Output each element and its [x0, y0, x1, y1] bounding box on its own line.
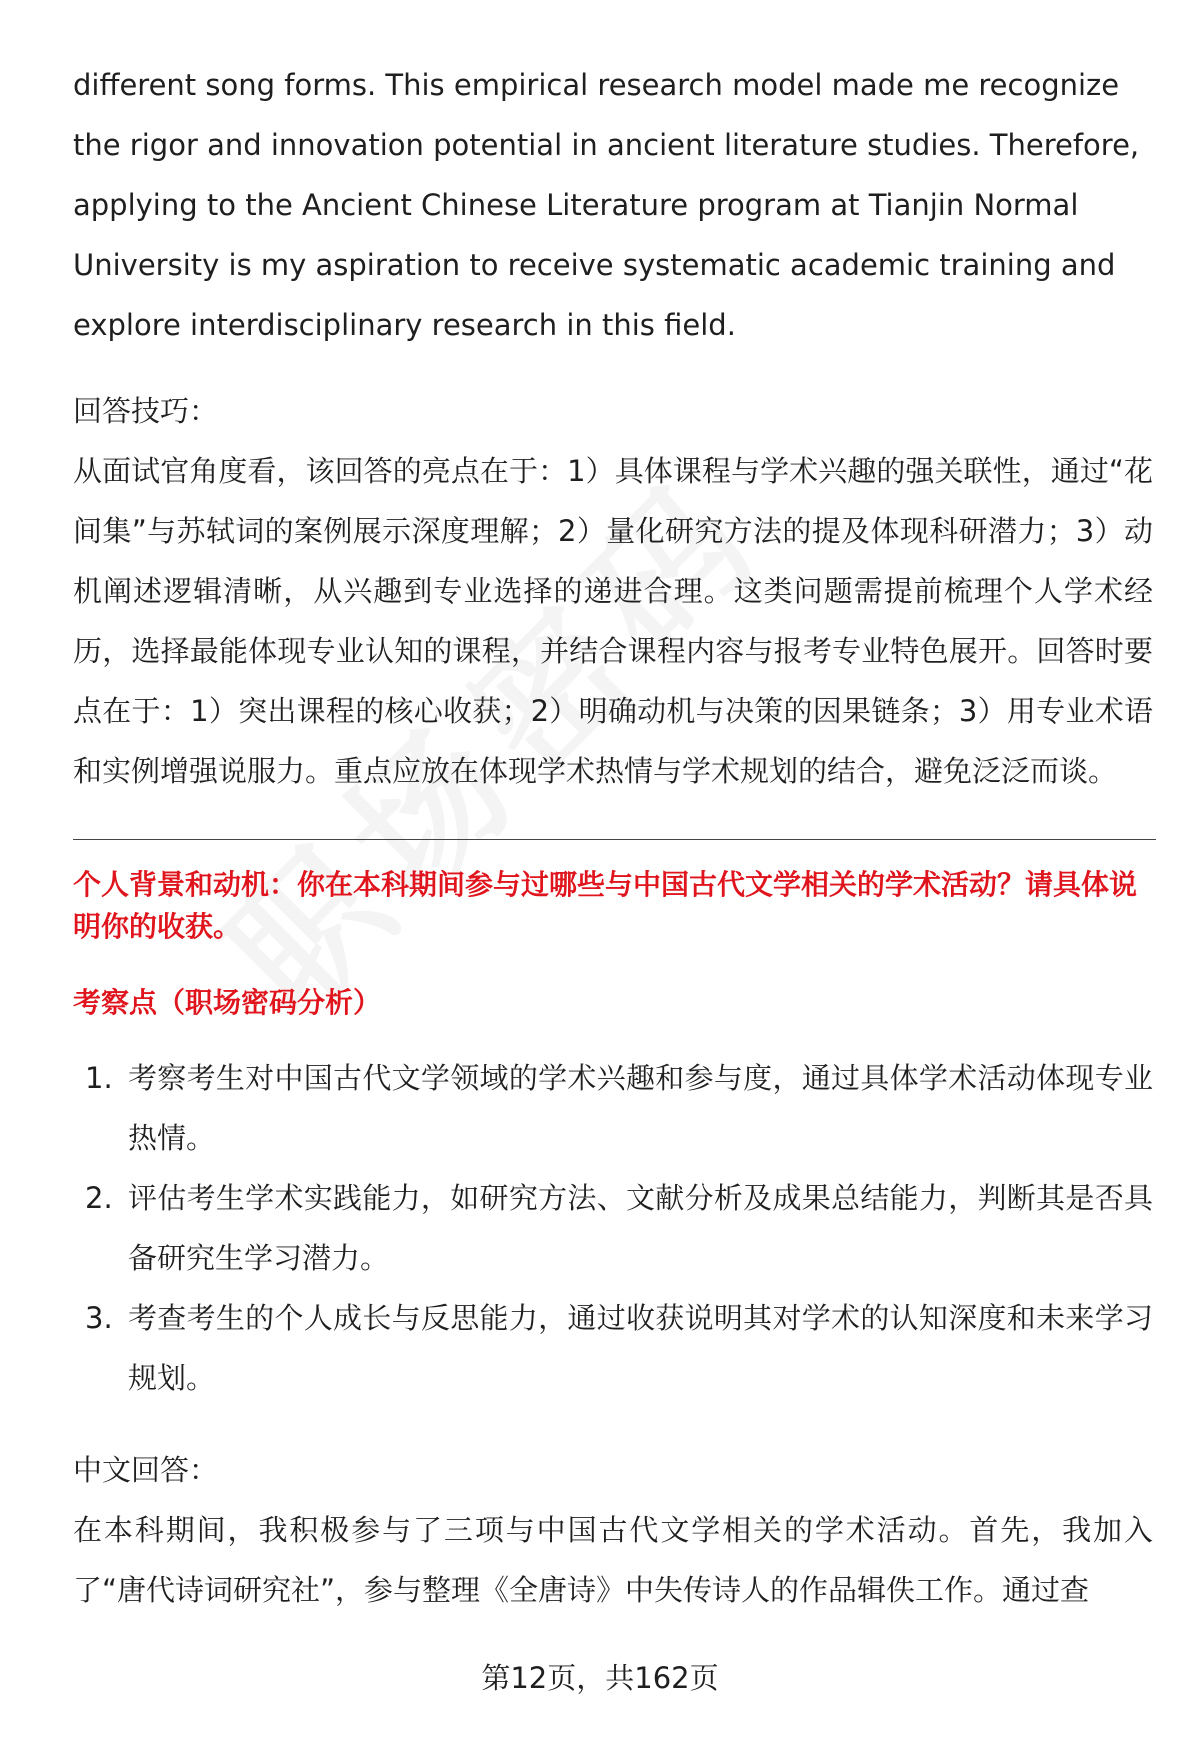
list-item-text: 考查考生的个人成长与反思能力，通过收获说明其对学术的认知深度和未来学习规划。 [128, 1301, 1153, 1395]
list-item [73, 1288, 1153, 1408]
page-number-footer: 第12页，共162页 [481, 1661, 719, 1695]
list-item-text: 评估考生学术实践能力，如研究方法、文献分析及成果总结能力，判断其是否具备研究生学习潜力。 [128, 1181, 1153, 1275]
answer-paragraph: 在本科期间，我积极参与了三项与中国古代文学相关的学术活动。首先，我加入了“唐代诗词研究社”，参与整理《全唐诗》中失传诗人的作品辑佚工作。通过查 [73, 1513, 1153, 1607]
list-item-number: 3. [85, 1301, 113, 1335]
english-answer-paragraph: different song forms. This empirical research model made me recognize the rigor and innovation potential in ancient literature studies. Therefore, applying to the Ancient Chinese Literature program at Tianjin Normal University is my aspiration to receive systematic academic training and explore interdisciplinary research in this field. [73, 68, 1140, 342]
list-item-number: 1. [85, 1061, 113, 1095]
page-content [73, 55, 1153, 1620]
list-item-number: 2. [85, 1181, 113, 1215]
question-heading: 个人背景和动机：你在本科期间参与过哪些与中国古代文学相关的学术活动？请具体说明你的收获。 [73, 868, 1138, 943]
section-divider [73, 839, 1156, 840]
analysis-heading: 考察点（职场密码分析） [73, 986, 382, 1019]
list-item-text: 考察考生对中国古代文学领域的学术兴趣和参与度，通过具体学术活动体现专业热情。 [128, 1061, 1153, 1155]
analysis-list [73, 1048, 1153, 1408]
list-item [73, 1048, 1153, 1168]
list-item [73, 1168, 1153, 1288]
answer-label: 中文回答： [73, 1453, 219, 1487]
tips-label: 回答技巧： [73, 394, 219, 428]
tips-paragraph: 从面试官角度看，该回答的亮点在于：1）具体课程与学术兴趣的强关联性，通过“花间集”与苏轼词的案例展示深度理解；2）量化研究方法的提及体现科研潜力；3）动机阐述逻辑清晰，从兴趣到专业选择的递进合理。这类问题需提前梳理个人学术经历，选择最能体现专业认知的课程，并结合课程内容与报考专业特色展开。回答时要点在于：1）突出课程的核心收获；2）明确动机与决策的因果链条；3）用专业术语和实例增强说服力。重点应放在体现学术热情与学术规划的结合，避免泛泛而谈。 [73, 454, 1153, 788]
